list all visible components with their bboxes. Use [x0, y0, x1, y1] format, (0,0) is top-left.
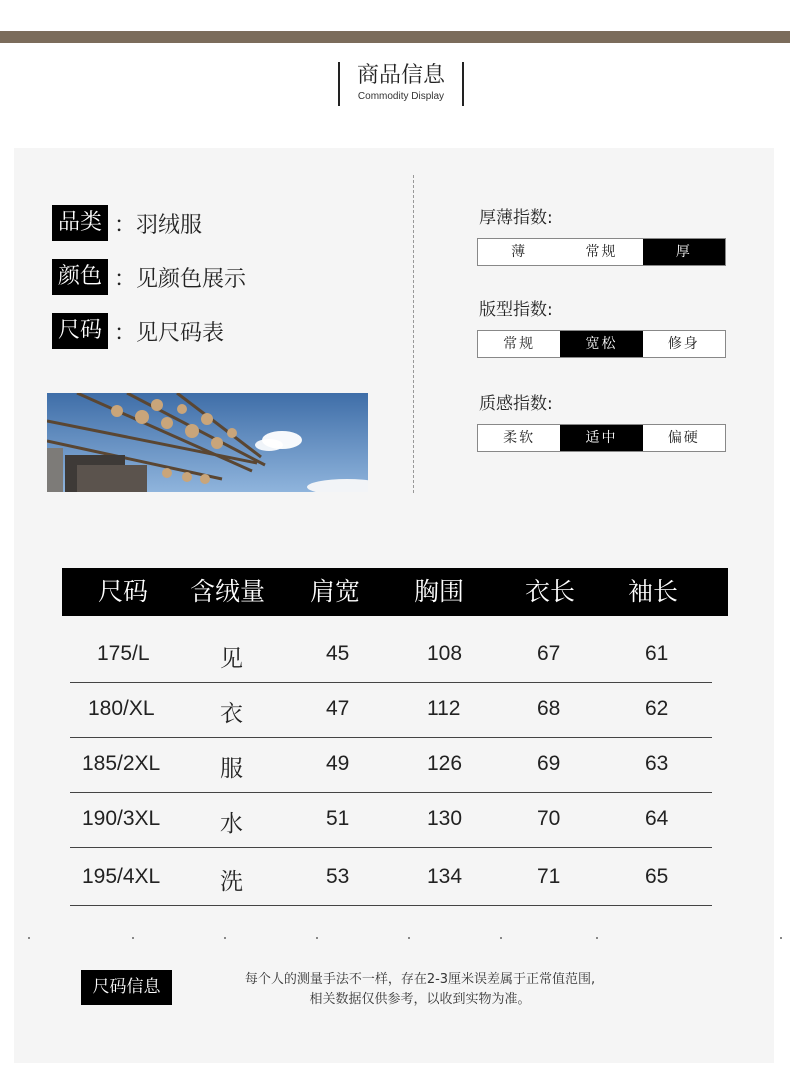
cell-chest: 126 [427, 752, 463, 775]
product-photo [47, 393, 368, 492]
attr-value: ：羽绒服 [114, 212, 203, 238]
texture-index-title: 质感指数: [479, 394, 553, 414]
cell-length: 69 [537, 752, 561, 775]
cell-chest: 112 [427, 697, 461, 720]
size-note [200, 970, 640, 1010]
cell-size: 180/XL [88, 697, 155, 720]
cell-sleeve: 62 [645, 697, 669, 720]
attr-key: 品类 [52, 205, 108, 241]
cell-shoulder: 47 [326, 697, 350, 720]
cell-sleeve: 65 [645, 865, 669, 888]
header-chest: 胸围 [414, 577, 465, 606]
header-shoulder: 肩宽 [310, 577, 361, 606]
table-row [70, 851, 712, 906]
index-option: 修身 [667, 336, 700, 352]
top-decor-bar [0, 31, 790, 43]
cell-down-content: 见 [220, 646, 243, 672]
texture-index-scale [477, 424, 726, 452]
cell-shoulder: 53 [326, 865, 350, 888]
header-down-content: 含绒量 [190, 577, 266, 606]
section-subtitle: Commodity Display [357, 91, 445, 102]
attr-size [52, 313, 224, 349]
cell-sleeve: 63 [645, 752, 669, 775]
cell-sleeve: 64 [645, 807, 669, 830]
index-option-selected: 适中 [560, 425, 642, 451]
cell-size: 195/4XL [82, 865, 161, 888]
index-option-selected: 厚 [643, 239, 725, 265]
cell-length: 68 [537, 697, 561, 720]
attr-category [52, 205, 202, 241]
cell-chest: 134 [427, 865, 463, 888]
table-row [70, 738, 712, 793]
cell-length: 67 [537, 642, 561, 665]
table-row [70, 628, 712, 683]
attr-value: ：见尺码表 [114, 320, 225, 346]
index-option: 偏硬 [667, 430, 700, 446]
fit-index-title: 版型指数: [479, 300, 553, 320]
header-sleeve: 袖长 [628, 577, 679, 606]
thickness-index-scale [477, 238, 726, 266]
dotted-divider [22, 937, 782, 941]
size-note-line1: 每个人的测量手法不一样，存在2-3厘米误差属于正常值范围, [244, 972, 596, 987]
cell-shoulder: 51 [326, 807, 350, 830]
index-option: 薄 [511, 244, 528, 260]
index-option-selected: 宽松 [560, 331, 642, 357]
section-title: 商品信息 [356, 63, 445, 88]
cell-down-content: 衣 [220, 701, 243, 727]
table-row [70, 793, 712, 848]
cell-length: 71 [537, 865, 561, 888]
divider-dashed [413, 175, 414, 493]
cell-shoulder: 45 [326, 642, 350, 665]
size-note-line2: 相关数据仅供参考，以收到实物为准。 [309, 992, 531, 1007]
fit-index-scale [477, 330, 726, 358]
cell-down-content: 服 [220, 756, 243, 782]
cell-down-content: 洗 [220, 869, 243, 895]
cell-size: 185/2XL [82, 752, 161, 775]
cell-down-content: 水 [220, 811, 243, 837]
table-row [70, 683, 712, 738]
index-option: 柔软 [503, 430, 536, 446]
header-length: 衣长 [525, 577, 576, 606]
cell-length: 70 [537, 807, 561, 830]
cell-sleeve: 61 [645, 642, 669, 665]
cell-chest: 108 [427, 642, 463, 665]
cell-shoulder: 49 [326, 752, 350, 775]
header-size: 尺码 [98, 577, 149, 606]
cell-size: 190/3XL [82, 807, 161, 830]
size-info-tag: 尺码信息 [81, 970, 172, 1005]
size-table-header [62, 568, 728, 616]
attr-color [52, 259, 246, 295]
attr-value: ：见颜色展示 [114, 266, 247, 292]
index-option: 常规 [503, 336, 536, 352]
attr-key: 尺码 [52, 313, 108, 349]
thickness-index-title: 厚薄指数: [479, 208, 553, 228]
cell-chest: 130 [427, 807, 463, 830]
attr-key: 颜色 [52, 259, 108, 295]
cell-size: 175/L [97, 642, 150, 665]
index-option: 常规 [585, 244, 618, 260]
section-header [338, 62, 464, 106]
